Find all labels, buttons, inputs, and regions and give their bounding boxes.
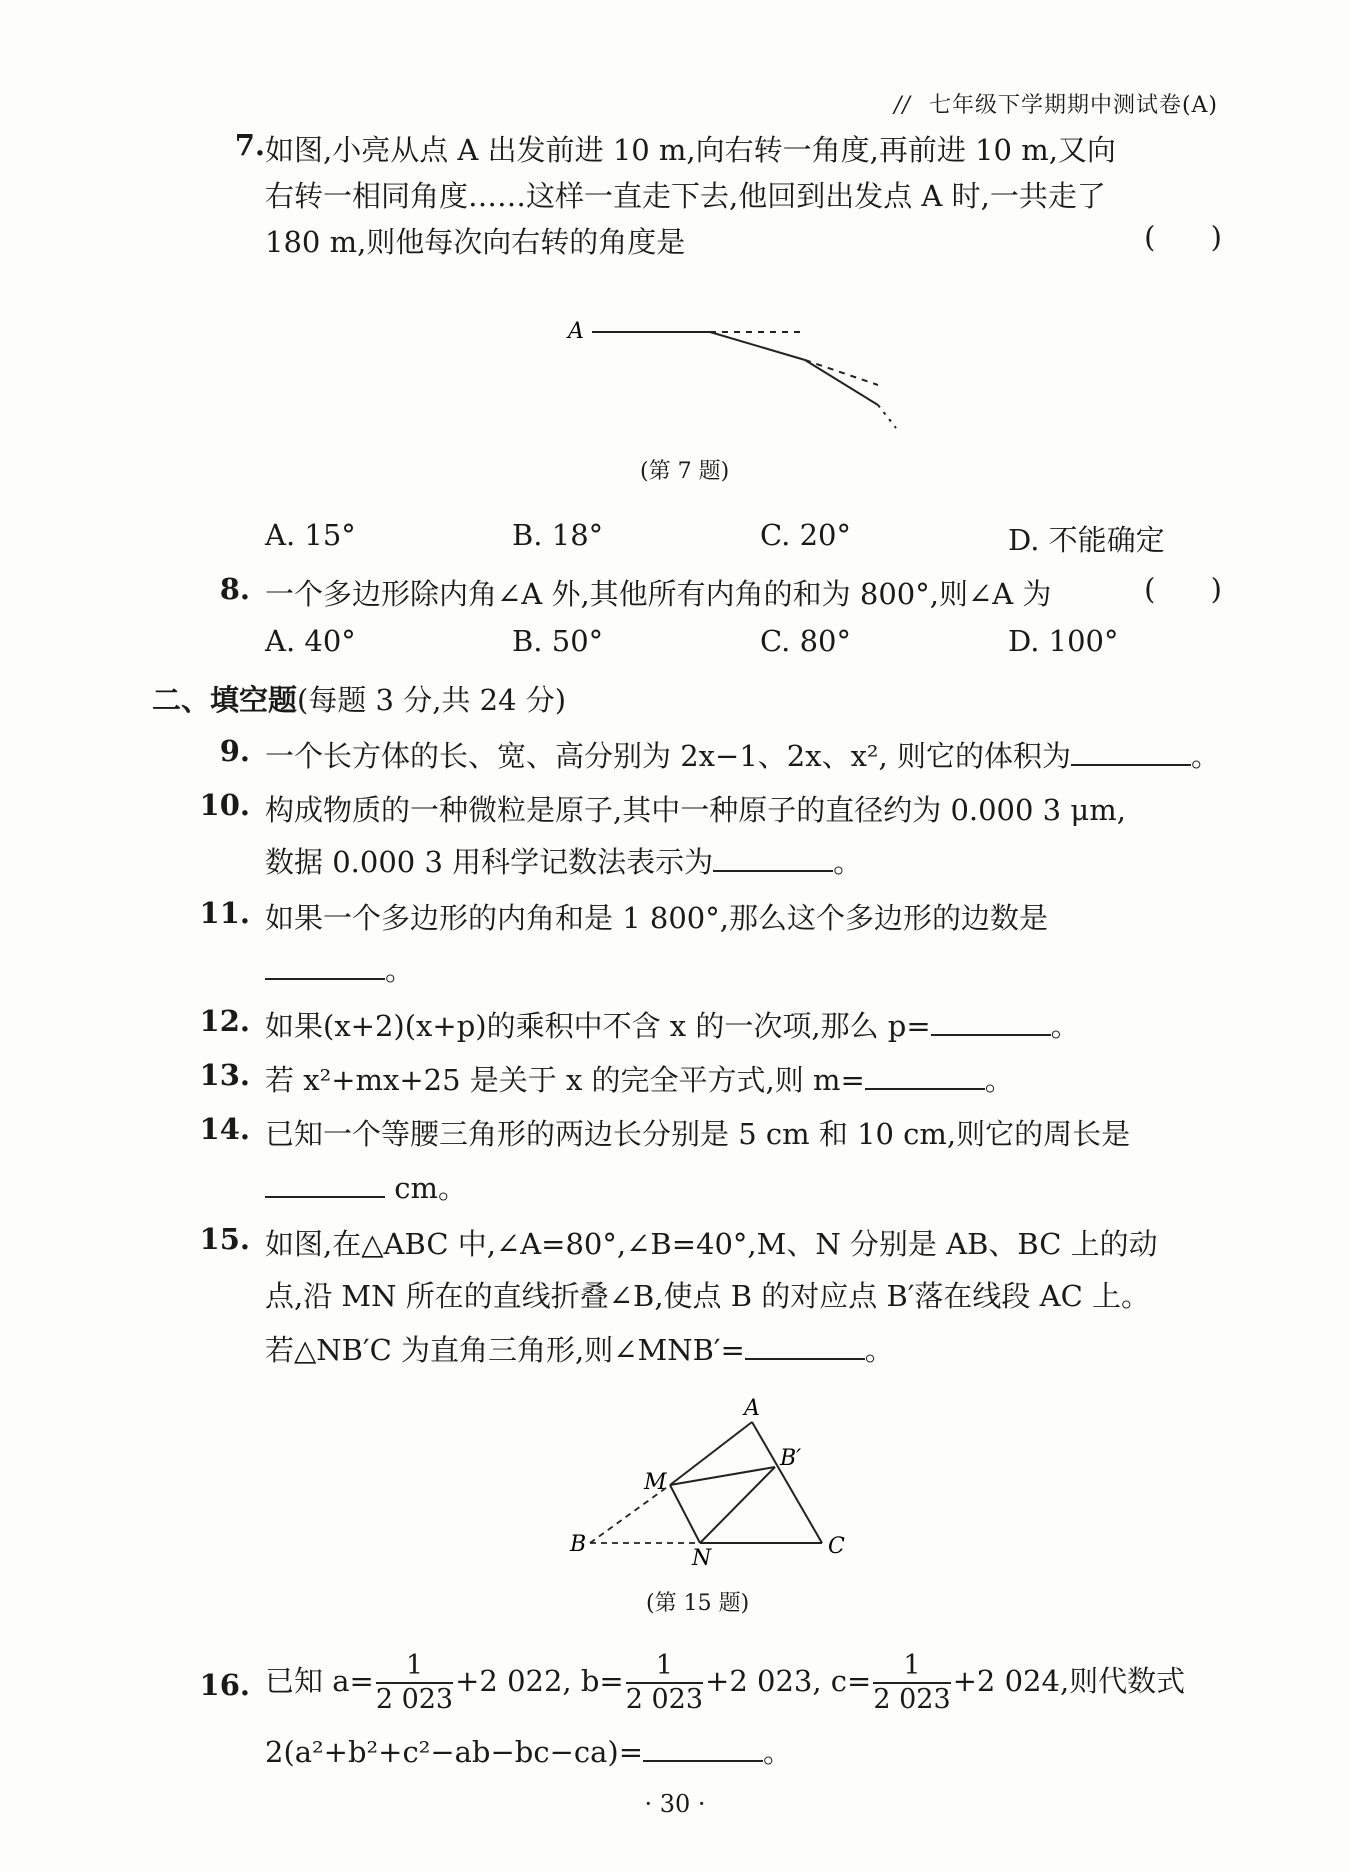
question-number: 16.: [199, 1668, 250, 1702]
section-title: 二、填空题: [152, 683, 298, 717]
label-b: B: [570, 1532, 587, 1557]
header-mark: //: [894, 93, 911, 118]
question-number: 8.: [219, 572, 250, 606]
figure-caption: (第 7 题): [640, 459, 730, 484]
end-mark: cm。: [394, 1171, 467, 1205]
question-text: 180 m,则他每次向右转的角度是: [265, 225, 686, 259]
answer-blank: [865, 1060, 985, 1090]
end-mark: 。: [385, 953, 415, 987]
end-mark: 。: [1191, 739, 1221, 773]
question-text: [265, 1730, 792, 1771]
answer-blank: [643, 1732, 763, 1762]
question-text: [265, 734, 1220, 775]
denominator: 2 023: [625, 1684, 704, 1715]
numerator: 1: [626, 1650, 703, 1684]
question-body: 若 x²+mx+25 是关于 x 的完全平方式,则 m=: [265, 1063, 865, 1097]
answer-paren: ( ): [1144, 572, 1222, 606]
question-text: [265, 840, 862, 881]
label-m: M: [644, 1470, 667, 1495]
option-a: A. 40°: [265, 624, 356, 658]
option-a: A. 15°: [265, 518, 356, 552]
numerator: 1: [873, 1650, 950, 1684]
question-number: 13.: [199, 1058, 250, 1092]
label-n: N: [692, 1546, 712, 1565]
page-header: [894, 88, 1218, 119]
question-text: 点,沿 MN 所在的直线折叠∠B,使点 B 的对应点 B′落在线段 AC 上。: [265, 1279, 1150, 1313]
question-text: 右转一相同角度……这样一直走下去,他回到出发点 A 时,一共走了: [265, 179, 1106, 213]
question-text: 如图,在△ABC 中,∠A=80°,∠B=40°,M、N 分别是 AB、BC 上的动: [265, 1227, 1158, 1261]
question-text: [265, 1166, 467, 1207]
denominator: 2 023: [873, 1684, 951, 1715]
question-body: 若△NB′C 为直角三角形,则∠MNB′=: [265, 1333, 745, 1367]
path-segment: [805, 360, 878, 405]
question-body: 数据 0.000 3 用科学记数法表示为: [265, 845, 714, 879]
question-body: 如果(x+2)(x+p)的乘积中不含 x 的一次项,那么 p=: [265, 1009, 931, 1043]
dashed-extension: [805, 360, 878, 385]
answer-blank: [265, 1168, 385, 1198]
question-text: [265, 1646, 1185, 1716]
fraction: [873, 1650, 950, 1716]
question-text: [265, 1328, 894, 1369]
answer-blank: [1071, 736, 1191, 766]
question-text: 一个多边形除内角∠A 外,其他所有内角的和为 800°,则∠A 为: [265, 577, 1052, 611]
fig-label-a: A: [568, 319, 584, 344]
end-mark: 。: [984, 1063, 1014, 1097]
option-b: B. 18°: [512, 518, 604, 552]
question-body: 2(a²+b²+c²−ab−bc−ca)=: [265, 1735, 644, 1769]
answer-blank: [745, 1330, 865, 1360]
dotted-continuation: [878, 405, 896, 428]
label-b-prime: B′: [780, 1446, 802, 1471]
question-number: 15.: [199, 1222, 250, 1256]
denominator: 2 023: [375, 1684, 454, 1715]
side-ac: [752, 1422, 822, 1543]
option-c: C. 80°: [760, 624, 851, 658]
question-number: 10.: [199, 788, 250, 822]
section-subtitle: (每题 3 分,共 24 分): [297, 683, 567, 717]
page-number: · 30 ·: [644, 1790, 706, 1818]
label-c: C: [828, 1534, 845, 1559]
fraction: [626, 1650, 703, 1716]
question-text: [265, 1004, 1080, 1045]
end-mark: 。: [864, 1333, 894, 1367]
answer-blank: [713, 842, 833, 872]
end-mark: 。: [763, 1735, 793, 1769]
expr-part: +2 024,则代数式: [952, 1664, 1186, 1698]
fold-line-mn: [670, 1485, 700, 1543]
side-ma: [670, 1422, 752, 1485]
answer-paren: ( ): [1144, 220, 1222, 254]
header-title: 七年级下学期期中测试卷(A): [928, 93, 1218, 118]
option-d: D. 100°: [1008, 624, 1119, 658]
fraction: [376, 1650, 453, 1716]
answer-blank: [265, 950, 385, 980]
question-text: [265, 1058, 1014, 1099]
end-mark: 。: [1050, 1009, 1080, 1043]
question-text: 如果一个多边形的内角和是 1 800°,那么这个多边形的边数是: [265, 901, 1048, 935]
question-body: 一个长方体的长、宽、高分别为 2x−1、2x、x², 则它的体积为: [265, 739, 1071, 773]
end-mark: 。: [833, 845, 863, 879]
question-text: 已知一个等腰三角形的两边长分别是 5 cm 和 10 cm,则它的周长是: [265, 1117, 1131, 1151]
figure-caption: (第 15 题): [646, 1591, 750, 1616]
question-text: 构成物质的一种微粒是原子,其中一种原子的直径约为 0.000 3 μm,: [265, 793, 1126, 827]
question-number: 11.: [199, 896, 250, 930]
option-d: D. 不能确定: [1008, 523, 1165, 557]
question-number: 9.: [219, 734, 250, 768]
expr-part: +2 023, c=: [705, 1664, 872, 1698]
question-text: [265, 948, 414, 989]
figure-q7: [560, 300, 920, 440]
path-segment: [710, 332, 805, 360]
expr-part: 已知 a=: [265, 1664, 374, 1698]
question-number: 12.: [199, 1004, 250, 1038]
question-number: 14.: [199, 1112, 250, 1146]
label-a: A: [744, 1396, 760, 1421]
question-number: 7.: [234, 128, 265, 162]
expr-part: +2 022, b=: [455, 1664, 624, 1698]
section-heading: [152, 678, 566, 719]
figure-q15: [560, 1385, 870, 1565]
question-text: 如图,小亮从点 A 出发前进 10 m,向右转一角度,再前进 10 m,又向: [265, 133, 1116, 167]
answer-blank: [931, 1006, 1051, 1036]
numerator: 1: [376, 1650, 453, 1684]
option-c: C. 20°: [760, 518, 851, 552]
option-b: B. 50°: [512, 624, 604, 658]
